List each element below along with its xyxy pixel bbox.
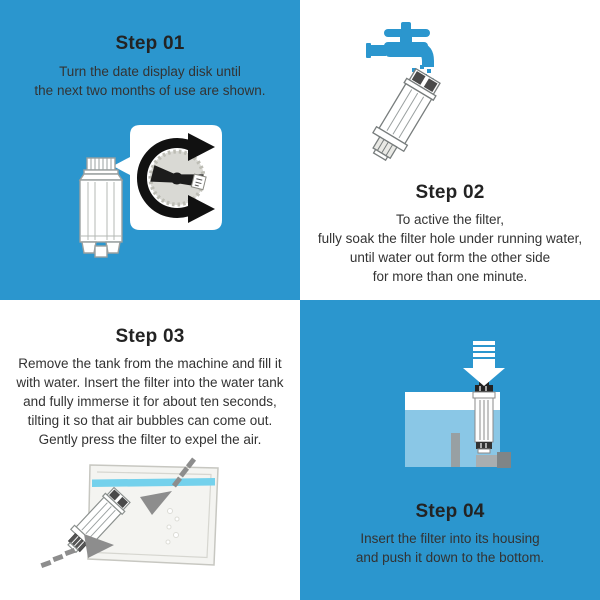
step-02-instructions: [300, 210, 600, 286]
water-filter-icon: [80, 158, 122, 257]
instruction-line: Insert the filter into its housing: [360, 531, 540, 546]
instruction-line: To active the filter,: [395, 212, 505, 227]
tank-immersion-illustration: [0, 455, 300, 580]
housing-insert-illustration: [300, 335, 600, 475]
step-03-title: Step 03: [115, 326, 185, 347]
instruction-line: and fully immerse it for about ten seconds,: [23, 394, 277, 409]
instruction-line: the next two months of use are shown.: [34, 83, 266, 98]
down-arrow-icon: [463, 341, 505, 386]
instruction-line: tilting it so that air bubbles can come out.: [27, 413, 273, 428]
step-03-instructions: [0, 354, 300, 449]
step-01-panel: [0, 0, 300, 300]
water-filter-icon: [473, 382, 495, 453]
instruction-line: Remove the tank from the machine and fill it: [18, 356, 282, 371]
instruction-line: fully soak the filter hole under running water,: [317, 231, 583, 246]
faucet-icon: [366, 22, 434, 67]
instruction-line: Turn the date display disk until: [59, 64, 241, 79]
step-04-title: Step 04: [415, 501, 485, 522]
step-03-panel: [0, 300, 300, 600]
tilted-filter-icon: [364, 67, 443, 166]
instruction-line: for more than one minute.: [372, 269, 528, 284]
instruction-line: and push it down to the bottom.: [355, 550, 545, 565]
instruction-line: Gently press the filter to expel the air.: [38, 432, 262, 447]
water-surface: [92, 478, 215, 487]
step-04-panel: [300, 300, 600, 600]
instruction-line: with water. Insert the filter into the water tank: [16, 375, 284, 390]
filter-date-dial-illustration: [0, 118, 300, 268]
step-02-title: Step 02: [415, 182, 485, 203]
step-01-instructions: [0, 62, 300, 100]
step-04-instructions: [300, 529, 600, 567]
step-02-panel: [300, 0, 600, 300]
faucet-rinse-illustration: [300, 12, 600, 177]
step-01-title: Step 01: [115, 33, 185, 54]
instruction-line: until water out form the other side: [349, 250, 551, 265]
